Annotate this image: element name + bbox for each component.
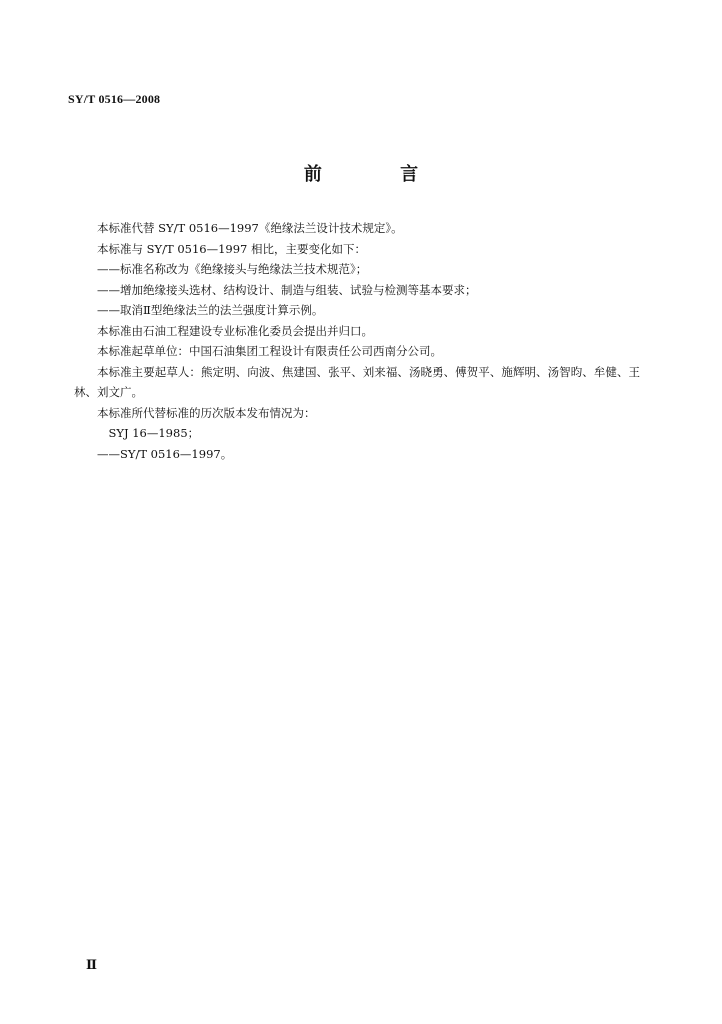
change-item-requirements: ——增加绝缘接头选材、结构设计、制造与组装、试验与检测等基本要求； (97, 282, 477, 297)
change-item-removed-example: ——取消Ⅱ型绝缘法兰的法兰强度计算示例。 (97, 303, 324, 317)
paragraph-replaces: 本标准代替 SY/T 0516—1997《绝缘法兰设计技术规定》。 (97, 221, 403, 235)
history-item: ——SY/T 0516—1997。 (97, 446, 233, 461)
paragraph-proposed-by: 本标准由石油工程建设专业标准化委员会提出并归口。 (97, 323, 373, 338)
page-number: Ⅱ (86, 957, 97, 972)
paragraph-drafters: 本标准主要起草人：熊定明、向波、焦建国、张平、刘来福、汤晓勇、傅贺平、施辉明、汤智昀、牟健、王林、刘文广。 (74, 364, 640, 399)
paragraph-drafting-unit: 本标准起草单位：中国石油集团工程设计有限责任公司西南分公司。 (97, 344, 442, 358)
change-item-rename: ——标准名称改为《绝缘接头与绝缘法兰技术规范》； (97, 262, 368, 276)
document-code: SY/T 0516—2008 (68, 92, 161, 106)
page-title: 前 言 (303, 164, 455, 185)
paragraph-history-intro: 本标准所代替标准的历次版本发布情况为： (97, 405, 316, 420)
preface-body (74, 218, 640, 464)
paragraph-changes-intro: 本标准与 SY/T 0516—1997 相比，主要变化如下： (97, 241, 367, 256)
history-item: SYJ 16—1985； (108, 426, 200, 440)
